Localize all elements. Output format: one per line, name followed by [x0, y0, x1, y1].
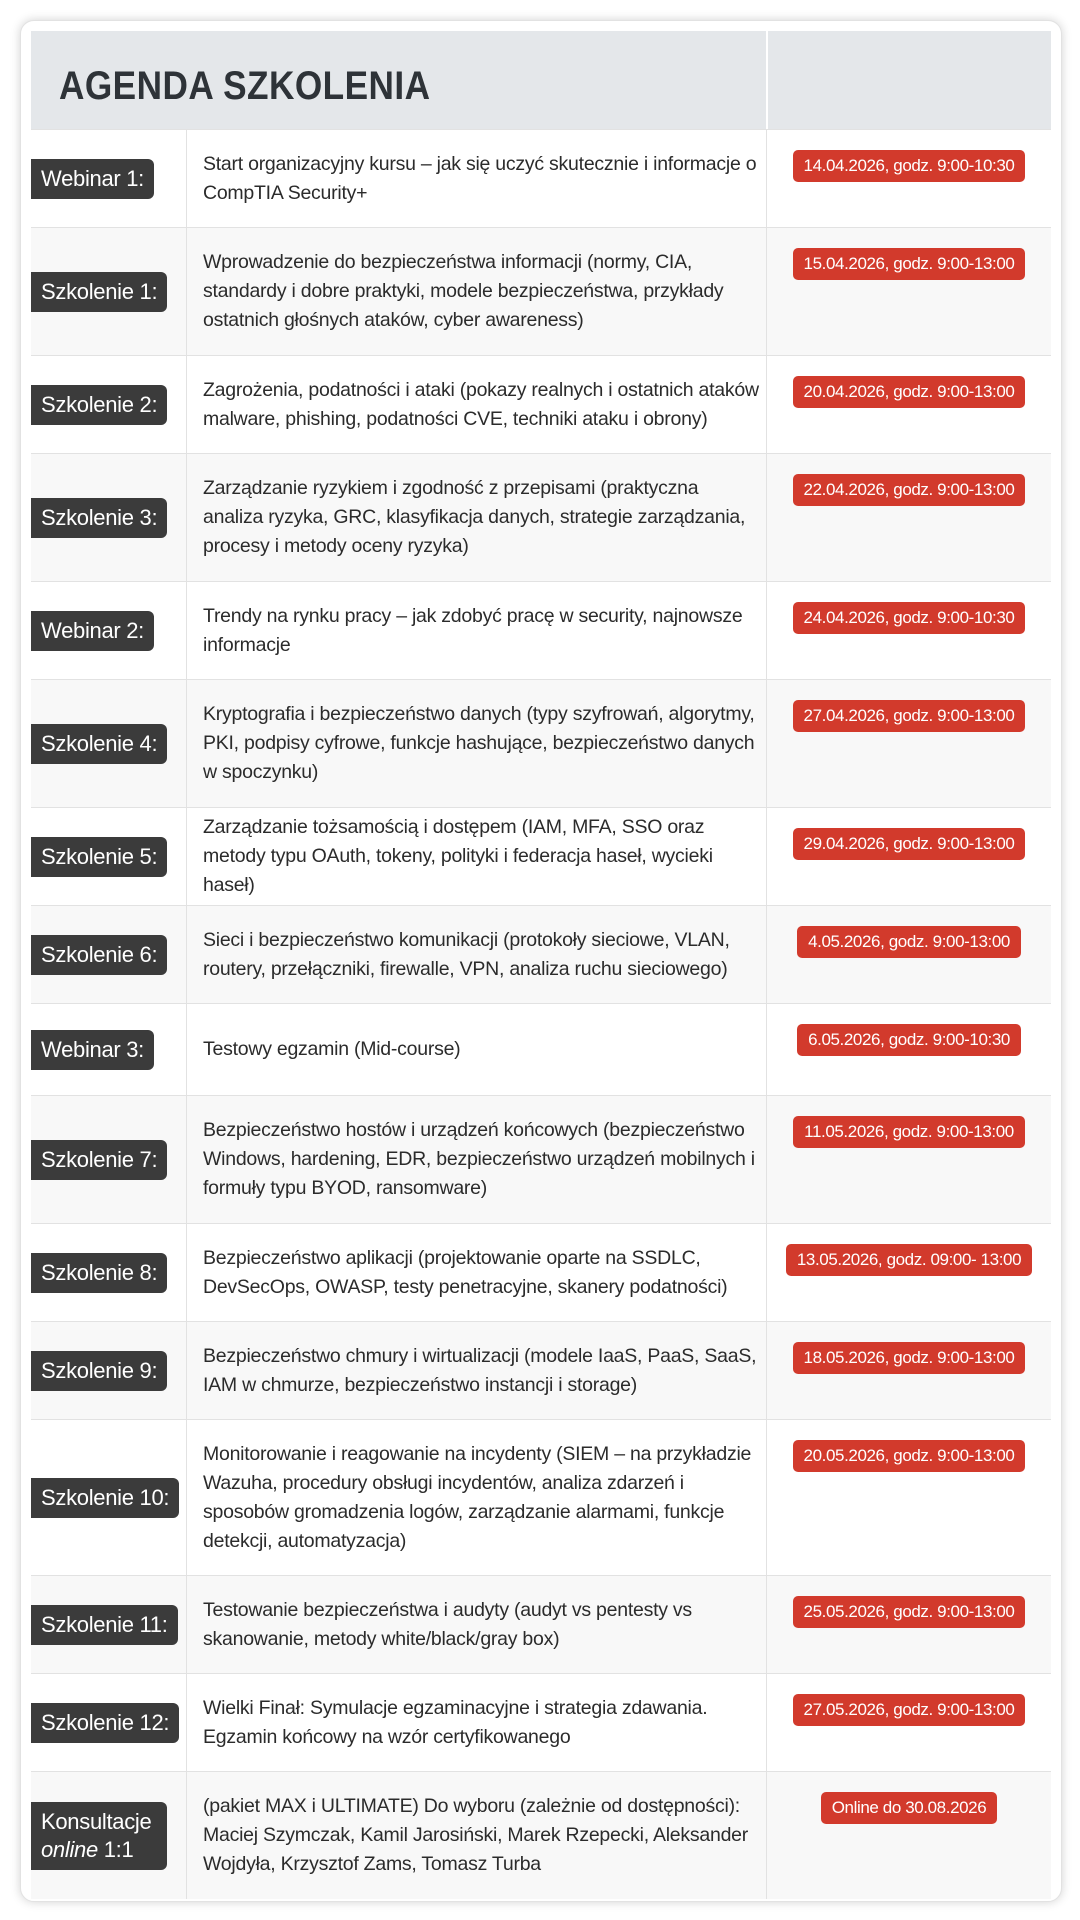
agenda-row — [31, 227, 1051, 355]
column-divider — [186, 906, 187, 1003]
agenda-row — [31, 1771, 1051, 1899]
column-divider — [186, 1674, 187, 1771]
agenda-row — [31, 807, 1051, 905]
session-description: Start organizacyjny kursu – jak się uczyć skutecznie i informacje o CompTIA Security+ — [203, 152, 757, 204]
agenda-row — [31, 581, 1051, 679]
agenda-row — [31, 453, 1051, 581]
session-label: Szkolenie 10: — [31, 1478, 179, 1518]
column-divider — [186, 1004, 187, 1095]
session-description: Wprowadzenie do bezpieczeństwa informacji (normy, CIA, standardy i dobre praktyki, modele bezpieczeństwa, przykłady ostatnich głośnych ataków, cyber awareness) — [203, 251, 724, 331]
session-date-badge: 22.04.2026, godz. 9:00-13:00 — [767, 474, 1051, 506]
session-label: Szkolenie 3: — [31, 498, 167, 538]
session-label: Szkolenie 7: — [31, 1140, 167, 1180]
column-divider — [186, 680, 187, 807]
column-divider — [186, 1576, 187, 1673]
session-label: Konsultacje online 1:1 — [31, 1802, 167, 1870]
session-label: Webinar 2: — [31, 611, 154, 651]
session-date-badge: 20.05.2026, godz. 9:00-13:00 — [767, 1440, 1051, 1472]
column-divider — [186, 228, 187, 355]
agenda-header — [31, 31, 1051, 129]
session-date-badge: 18.05.2026, godz. 9:00-13:00 — [767, 1342, 1051, 1374]
session-description: Zarządzanie tożsamością i dostępem (IAM, MFA, SSO oraz metody typu OAuth, tokeny, polityki i federacja haseł, wycieki haseł) — [203, 816, 713, 896]
session-date-badge: 6.05.2026, godz. 9:00-10:30 — [767, 1024, 1051, 1056]
session-description: Trendy na rynku pracy – jak zdobyć pracę w security, najnowsze informacje — [203, 604, 743, 656]
agenda-row — [31, 1003, 1051, 1095]
column-divider — [186, 1420, 187, 1575]
agenda-row — [31, 1095, 1051, 1223]
column-divider — [186, 1224, 187, 1321]
column-divider — [186, 1322, 187, 1419]
agenda-table — [31, 129, 1051, 1899]
column-divider — [186, 1096, 187, 1223]
session-label: Szkolenie 11: — [31, 1605, 178, 1645]
session-description: Monitorowanie i reagowanie na incydenty (SIEM – na przykładzie Wazuha, procedury obsługi incydentów, analiza zdarzeń i sposobów gromadzenia logów, zarządzanie alarmami, funkcje detekcji, automatyzacja) — [203, 1442, 752, 1552]
agenda-card — [20, 20, 1062, 1902]
session-label: Webinar 3: — [31, 1030, 154, 1070]
session-label: Szkolenie 4: — [31, 724, 167, 764]
agenda-row — [31, 1419, 1051, 1575]
page-title: AGENDA SZKOLENIA — [59, 64, 431, 108]
session-date-badge: 27.05.2026, godz. 9:00-13:00 — [767, 1694, 1051, 1726]
column-divider — [186, 582, 187, 679]
session-date-badge: 25.05.2026, godz. 9:00-13:00 — [767, 1596, 1051, 1628]
session-description: Kryptografia i bezpieczeństwo danych (typy szyfrowań, algorytmy, PKI, podpisy cyfrowe, funkcje hashujące, bezpieczeństwo danych w spoczynku) — [203, 703, 755, 783]
session-description: (pakiet MAX i ULTIMATE) Do wyboru (zależnie od dostępności): Maciej Szymczak, Kamil Jarosiński, Marek Rzepecki, Aleksander Wojdyła, Krzysztof Zams, Tomasz Turba — [203, 1795, 749, 1875]
session-label: Szkolenie 5: — [31, 837, 167, 877]
session-date-badge: 24.04.2026, godz. 9:00-10:30 — [767, 602, 1051, 634]
header-divider — [766, 31, 768, 129]
session-date-badge: 14.04.2026, godz. 9:00-10:30 — [767, 150, 1051, 182]
agenda-row — [31, 1223, 1051, 1321]
session-label: Szkolenie 12: — [31, 1703, 179, 1743]
column-divider — [186, 356, 187, 453]
session-date-badge: 13.05.2026, godz. 09:00- 13:00 — [767, 1244, 1051, 1276]
column-divider — [186, 130, 187, 227]
session-label: Szkolenie 1: — [31, 272, 167, 312]
session-label: Webinar 1: — [31, 159, 154, 199]
session-date-badge: 11.05.2026, godz. 9:00-13:00 — [767, 1116, 1051, 1148]
agenda-row — [31, 905, 1051, 1003]
agenda-row — [31, 355, 1051, 453]
session-description: Wielki Finał: Symulacje egzaminacyjne i strategia zdawania. Egzamin końcowy na wzór certyfikowanego — [203, 1696, 708, 1748]
session-label: Szkolenie 2: — [31, 385, 167, 425]
agenda-row — [31, 1673, 1051, 1771]
session-description: Bezpieczeństwo hostów i urządzeń końcowych (bezpieczeństwo Windows, hardening, EDR, bezpieczeństwo urządzeń mobilnych i formuły typu BYOD, ransomware) — [203, 1119, 755, 1199]
session-label: Szkolenie 8: — [31, 1253, 167, 1293]
agenda-row — [31, 1321, 1051, 1419]
session-label: Szkolenie 9: — [31, 1351, 167, 1391]
session-date-badge: Online do 30.08.2026 — [767, 1792, 1051, 1824]
session-description: Zagrożenia, podatności i ataki (pokazy realnych i ostatnich ataków malware, phishing, podatności CVE, techniki ataku i obrony) — [203, 378, 759, 430]
session-description: Testowanie bezpieczeństwa i audyty (audyt vs pentesty vs skanowanie, metody white/black/gray box) — [203, 1598, 692, 1650]
session-description: Testowy egzamin (Mid-course) — [203, 1038, 461, 1060]
session-label: Szkolenie 6: — [31, 935, 167, 975]
agenda-row — [31, 679, 1051, 807]
session-date-badge: 20.04.2026, godz. 9:00-13:00 — [767, 376, 1051, 408]
session-description: Sieci i bezpieczeństwo komunikacji (protokoły sieciowe, VLAN, routery, przełączniki, firewalle, VPN, analiza ruchu sieciowego) — [203, 928, 730, 980]
session-description: Bezpieczeństwo chmury i wirtualizacji (modele IaaS, PaaS, SaaS, IAM w chmurze, bezpieczeństwo instancji i storage) — [203, 1344, 757, 1396]
column-divider — [186, 808, 187, 905]
session-description: Bezpieczeństwo aplikacji (projektowanie oparte na SSDLC, DevSecOps, OWASP, testy penetracyjne, skanery podatności) — [203, 1246, 728, 1298]
session-date-badge: 4.05.2026, godz. 9:00-13:00 — [767, 926, 1051, 958]
agenda-row — [31, 1575, 1051, 1673]
column-divider — [186, 1772, 187, 1899]
session-date-badge: 15.04.2026, godz. 9:00-13:00 — [767, 248, 1051, 280]
session-description: Zarządzanie ryzykiem i zgodność z przepisami (praktyczna analiza ryzyka, GRC, klasyfikacja danych, strategie zarządzania, procesy i metody oceny ryzyka) — [203, 477, 746, 557]
column-divider — [186, 454, 187, 581]
agenda-row — [31, 129, 1051, 227]
session-date-badge: 27.04.2026, godz. 9:00-13:00 — [767, 700, 1051, 732]
session-date-badge: 29.04.2026, godz. 9:00-13:00 — [767, 828, 1051, 860]
